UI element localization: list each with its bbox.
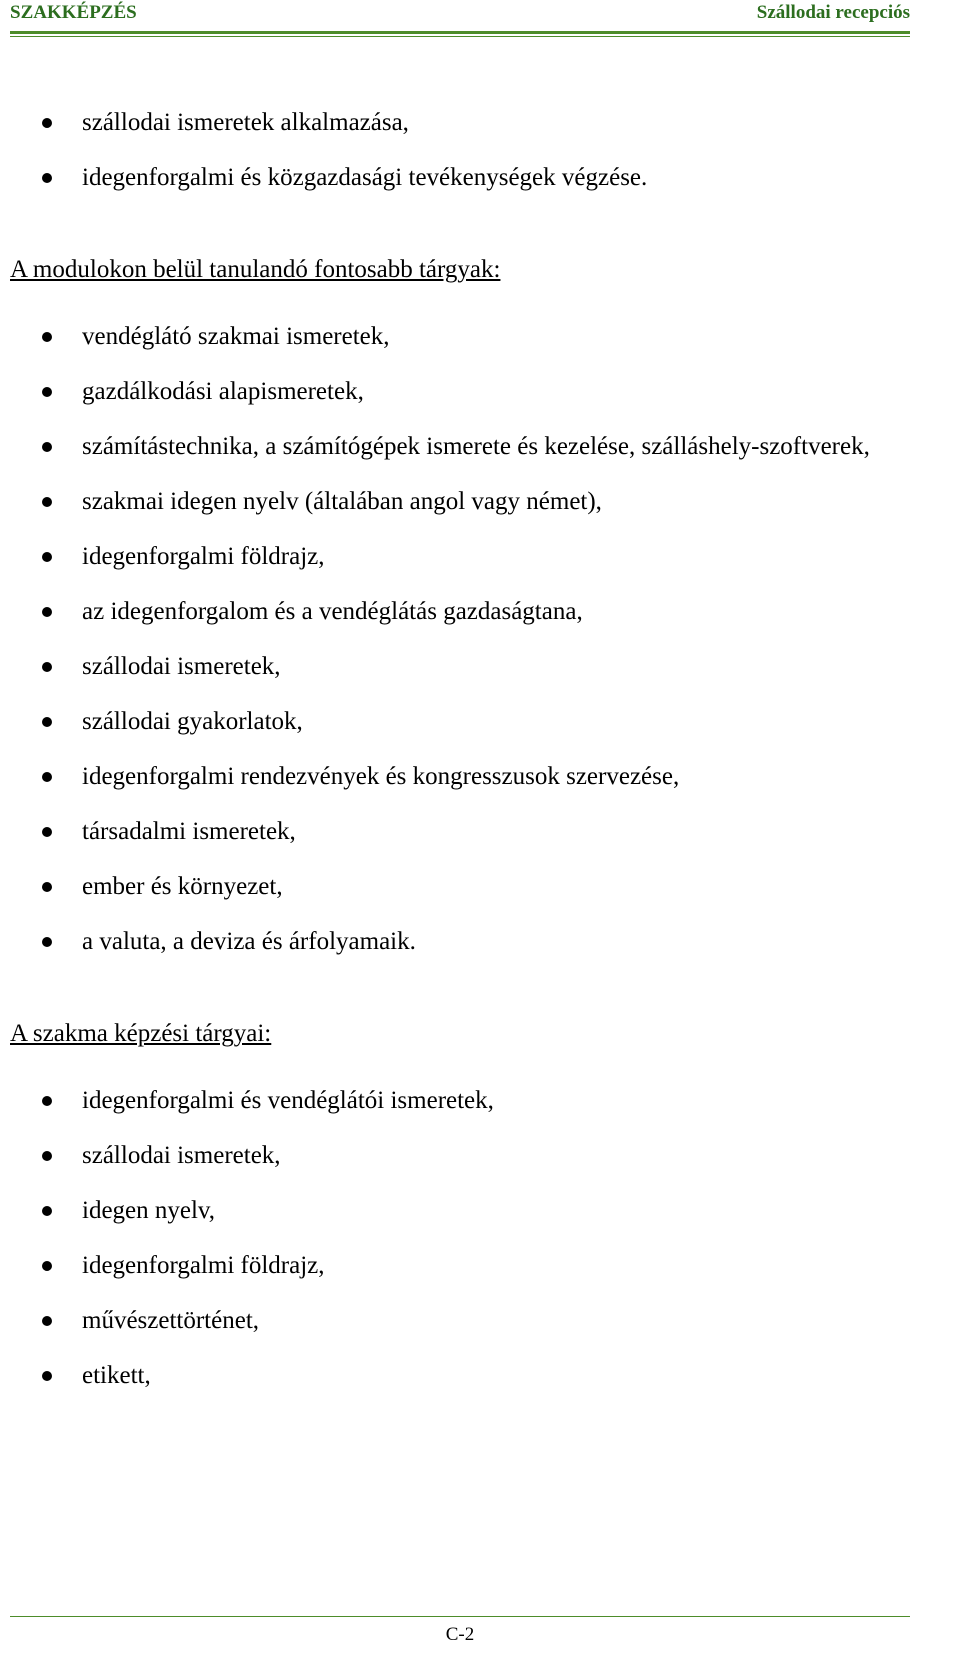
modules-section [10,253,910,969]
header-title: Szállodai recepciós [756,2,910,23]
list-item [10,419,910,474]
intro-section [10,95,910,205]
list-item-text: gazdálkodási alapismeretek, [82,378,364,405]
header-rule-thin [10,36,910,37]
training-list [10,1073,910,1403]
training-section [10,1017,910,1403]
modules-list [10,309,910,969]
list-item [10,584,910,639]
list-item [10,1293,910,1348]
page-header [10,0,910,34]
bullet-icon [42,442,52,452]
bullet-icon [42,1371,52,1381]
list-item-text: szakmai idegen nyelv (általában angol vagy német), [82,488,602,515]
header-category: SZAKKÉPZÉS [10,2,137,23]
list-item-text: művészettörténet, [82,1307,260,1334]
list-item-text: számítástechnika, a számítógépek ismerete és kezelése, szálláshely-szoftverek, [82,433,870,460]
list-item [10,804,910,859]
bullet-icon [42,1316,52,1326]
list-item [10,639,910,694]
list-item [10,150,910,205]
list-item-text: etikett, [82,1362,151,1389]
bullet-icon [42,1096,52,1106]
list-item-text: idegenforgalmi földrajz, [82,1252,325,1279]
bullet-icon [42,882,52,892]
list-item-text: idegenforgalmi földrajz, [82,543,325,570]
page-number: C-2 [445,1624,475,1645]
list-item-text: szállodai gyakorlatok, [82,708,303,735]
list-item-text: szállodai ismeretek, [82,1142,281,1169]
list-item [10,1183,910,1238]
bullet-icon [42,387,52,397]
footer-rule [10,1616,910,1617]
bullet-icon [42,607,52,617]
list-item-text: szállodai ismeretek, [82,653,281,680]
bullet-icon [42,827,52,837]
page-content [10,95,910,1403]
list-item [10,694,910,749]
bullet-icon [42,497,52,507]
list-item-text: ember és környezet, [82,873,283,900]
list-item-text: a valuta, a deviza és árfolyamaik. [82,928,416,955]
list-item [10,95,910,150]
bullet-icon [42,173,52,183]
bullet-icon [42,1261,52,1271]
list-item-text: társadalmi ismeretek, [82,818,296,845]
list-item-text: idegen nyelv, [82,1197,216,1224]
intro-list [10,95,910,205]
list-item [10,529,910,584]
bullet-icon [42,662,52,672]
bullet-icon [42,552,52,562]
bullet-icon [42,332,52,342]
list-item [10,474,910,529]
section-gap [10,969,910,1017]
bullet-icon [42,118,52,128]
list-item-text: idegenforgalmi és közgazdasági tevékenységek végzése. [82,164,648,191]
bullet-icon [42,937,52,947]
list-item [10,309,910,364]
bullet-icon [42,717,52,727]
section-gap [10,205,910,253]
bullet-icon [42,772,52,782]
bullet-icon [42,1206,52,1216]
list-item-text: szállodai ismeretek alkalmazása, [82,109,409,136]
list-item-text: idegenforgalmi rendezvények és kongresszusok szervezése, [82,763,680,790]
bullet-icon [42,1151,52,1161]
list-item [10,1238,910,1293]
list-item-text: vendéglátó szakmai ismeretek, [82,323,390,350]
list-item [10,1128,910,1183]
list-item-text: az idegenforgalom és a vendéglátás gazdaságtana, [82,598,583,625]
list-item [10,1348,910,1403]
modules-heading: A modulokon belül tanulandó fontosabb tárgyak: [10,256,501,283]
list-item [10,1073,910,1128]
list-item [10,914,910,969]
list-item-text: idegenforgalmi és vendéglátói ismeretek, [82,1087,494,1114]
training-heading: A szakma képzési tárgyai: [10,1020,272,1047]
list-item [10,859,910,914]
list-item [10,364,910,419]
list-item [10,749,910,804]
page-footer [0,1616,960,1658]
header-rule-thick [10,31,910,34]
